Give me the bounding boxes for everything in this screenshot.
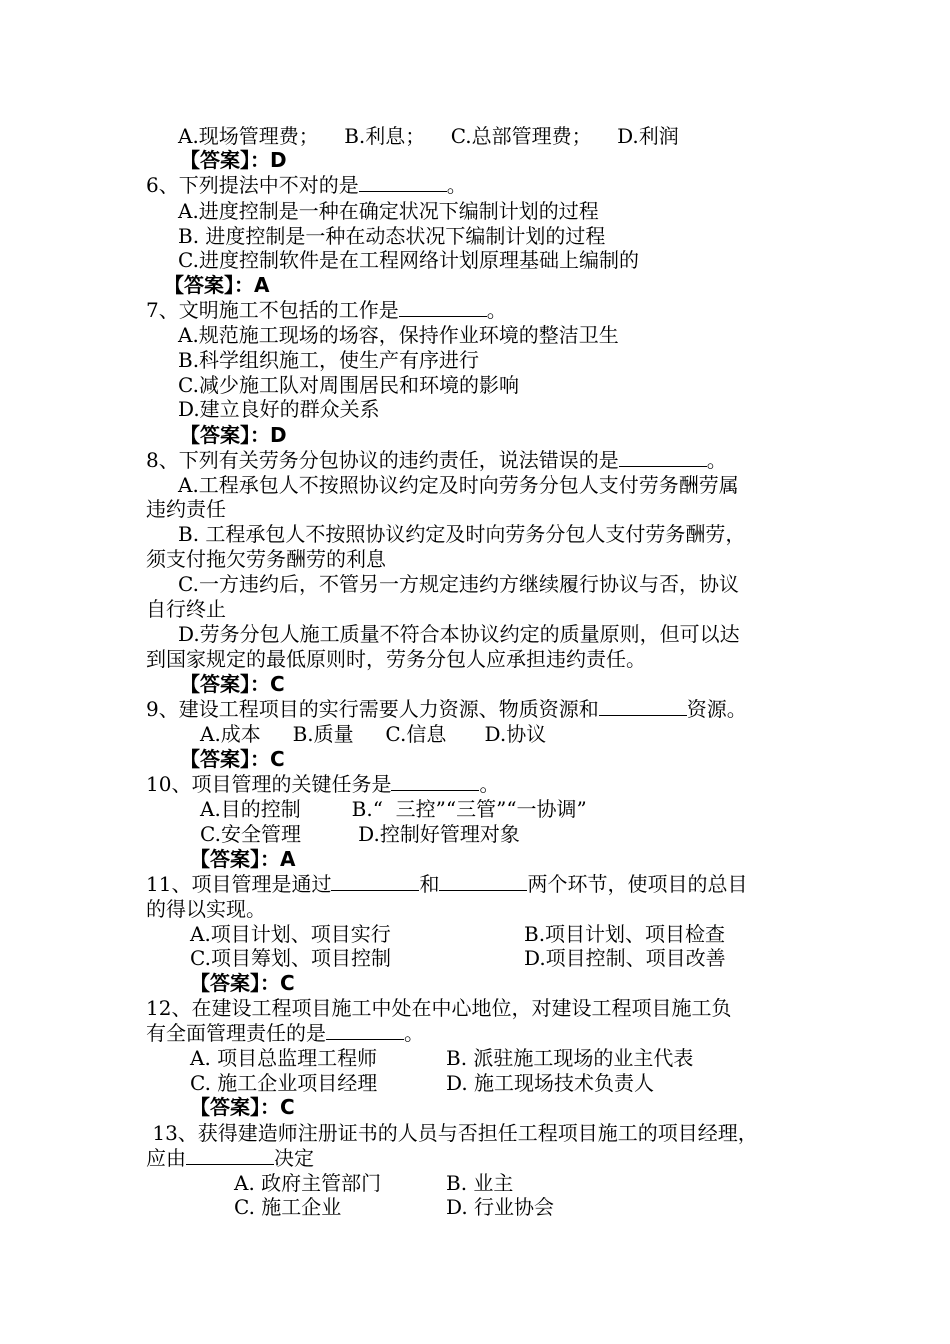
q10-answer: 【答案】：A	[190, 847, 296, 871]
q5-options: A.现场管理费； B.利息； C.总部管理费； D.利润	[178, 124, 679, 148]
q9-answer: 【答案】：C	[180, 747, 285, 771]
q11-and: 和	[419, 872, 440, 896]
answer-blank	[186, 1146, 274, 1165]
q10-options-ab: A.目的控制 B.“ 三控”“三管”“一协调”	[200, 797, 587, 821]
q11-option-d: D.项目控制、项目改善	[524, 946, 726, 970]
q8-option-d-line1: D.劳务分包人施工质量不符合本协议约定的质量原则，但可以达	[178, 622, 740, 646]
q6-option-a: A.进度控制是一种在确定状况下编制计划的过程	[178, 199, 599, 223]
q13-option-d: D. 行业协会	[446, 1195, 555, 1219]
q12-option-a: A. 项目总监理工程师	[190, 1046, 378, 1070]
q10-text: 10、项目管理的关键任务是	[146, 772, 392, 796]
q10-options-cd: C.安全管理 D.控制好管理对象	[200, 822, 520, 846]
q13-option-a: A. 政府主管部门	[234, 1171, 382, 1195]
answer-blank	[399, 298, 487, 317]
q6-text: 6、下列提法中不对的是	[146, 173, 359, 197]
q6-period: 。	[446, 173, 467, 197]
answer-blank	[619, 448, 707, 467]
q12-period: 。	[404, 1021, 424, 1045]
q7-period: 。	[486, 298, 507, 322]
q8-option-b-line2: 须支付拖欠劳务酬劳的利息	[146, 547, 386, 571]
q13-option-c: C. 施工企业	[234, 1195, 342, 1219]
q8-option-d-line2: 到国家规定的最低原则时，劳务分包人应承担违约责任。	[146, 647, 646, 671]
answer-blank	[439, 872, 527, 891]
q8-stem	[146, 448, 727, 472]
answer-blank	[326, 1021, 404, 1040]
answer-blank	[331, 872, 419, 891]
q9-stem	[146, 697, 747, 721]
q9-text: 9、建设工程项目的实行需要人力资源、物质资源和	[146, 697, 599, 721]
q8-option-a-line1: A.工程承包人不按照协议约定及时向劳务分包人支付劳务酬劳属	[178, 473, 739, 497]
q11-option-c: C.项目筹划、项目控制	[190, 946, 391, 970]
q10-period: 。	[479, 772, 500, 796]
q8-option-c-line1: C.一方违约后，不管另一方规定违约方继续履行协议与否，协议	[178, 572, 739, 596]
q12-option-c: C. 施工企业项目经理	[190, 1071, 378, 1095]
q13-stem-line2	[146, 1146, 314, 1170]
q11-stem-line2: 的得以实现。	[146, 897, 266, 921]
q12-answer: 【答案】：C	[190, 1095, 295, 1119]
q9-tail: 资源。	[686, 697, 747, 721]
q5-answer: 【答案】：D	[180, 148, 287, 172]
q12-stem-line1: 12、在建设工程项目施工中处在中心地位，对建设工程项目施工负	[146, 996, 732, 1020]
q11-stem-line1	[146, 872, 747, 896]
q12-text: 有全面管理责任的是	[146, 1021, 326, 1045]
q11-option-b: B.项目计划、项目检查	[524, 922, 726, 946]
answer-blank	[359, 173, 447, 192]
q8-text: 8、下列有关劳务分包协议的违约责任，说法错误的是	[146, 448, 619, 472]
q8-period: 。	[706, 448, 727, 472]
q13-text: 应由	[146, 1146, 186, 1170]
q12-option-b: B. 派驻施工现场的业主代表	[446, 1046, 694, 1070]
q7-option-a: A.规范施工现场的场容，保持作业环境的整洁卫生	[178, 323, 619, 347]
q6-answer: 【答案】：A	[164, 273, 270, 297]
q11-option-a: A.项目计划、项目实行	[190, 922, 391, 946]
q8-option-b-line1: B. 工程承包人不按照协议约定及时向劳务分包人支付劳务酬劳，	[178, 522, 746, 546]
answer-blank	[599, 697, 687, 716]
q11-answer: 【答案】：C	[190, 971, 295, 995]
q7-text: 7、文明施工不包括的工作是	[146, 298, 399, 322]
q7-stem	[146, 298, 507, 322]
q7-answer: 【答案】：D	[180, 423, 287, 447]
q8-answer: 【答案】：C	[180, 672, 285, 696]
q11-tail: 两个环节，使项目的总目	[527, 872, 748, 896]
q13-stem-line1: 13、获得建造师注册证书的人员与否担任工程项目施工的项目经理，	[146, 1121, 758, 1145]
q13-option-b: B. 业主	[446, 1171, 514, 1195]
q6-option-b: B. 进度控制是一种在动态状况下编制计划的过程	[178, 224, 606, 248]
q7-option-c: C.减少施工队对周围居民和环境的影响	[178, 373, 519, 397]
q6-stem	[146, 173, 467, 197]
q12-option-d: D. 施工现场技术负责人	[446, 1071, 655, 1095]
q11-text: 11、项目管理是通过	[146, 872, 332, 896]
answer-blank	[391, 772, 479, 791]
q6-option-c: C.进度控制软件是在工程网络计划原理基础上编制的	[178, 248, 639, 272]
q8-option-a-line2: 违约责任	[146, 497, 226, 521]
q12-stem-line2	[146, 1021, 424, 1045]
q10-stem	[146, 772, 499, 796]
q7-option-d: D.建立良好的群众关系	[178, 397, 380, 421]
q13-tail: 决定	[274, 1146, 314, 1170]
q7-option-b: B.科学组织施工，使生产有序进行	[178, 348, 480, 372]
q8-option-c-line2: 自行终止	[146, 597, 226, 621]
q9-options: A.成本 B.质量 C.信息 D.协议	[200, 722, 547, 746]
